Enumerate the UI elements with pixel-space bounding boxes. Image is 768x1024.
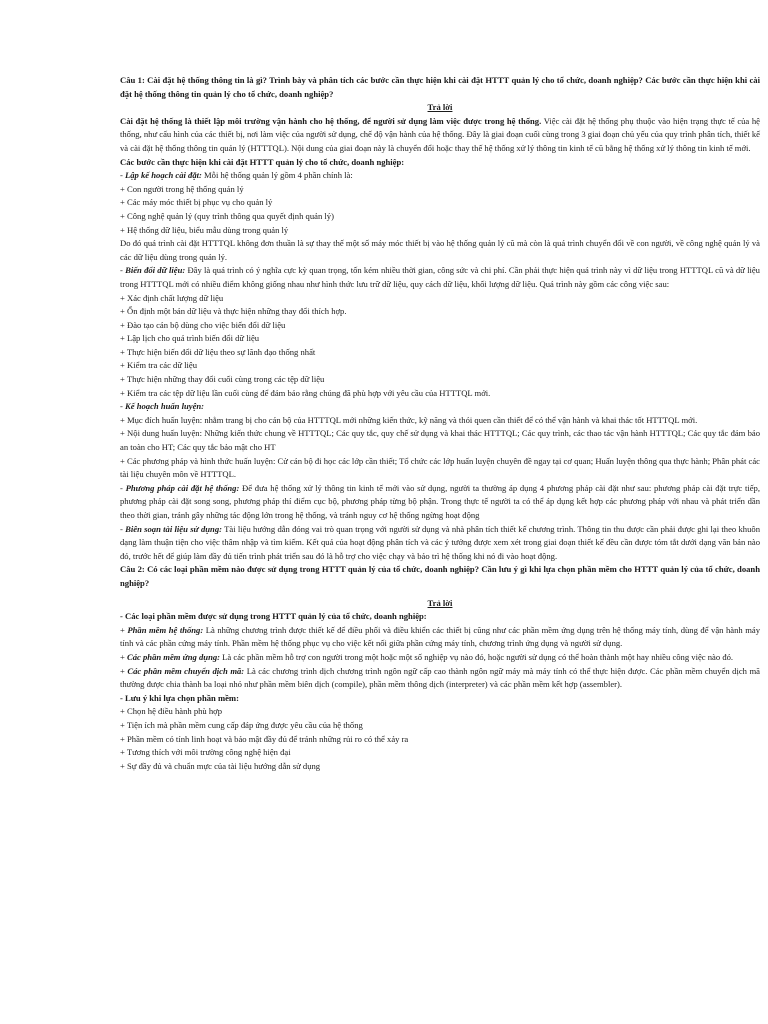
- step-3-label: Kế hoạch huấn luyện:: [125, 401, 205, 412]
- type-2-paragraph: + Các phần mềm ứng dụng: Là các phần mềm hỗ trợ con người trong một hoặc một số nghiệp vụ nào đó, hoặc người sử dụng có thể hoàn thành một hay nhiều công việc nào đó.: [120, 651, 734, 662]
- step-1-list: [120, 183, 760, 237]
- step-1-label: Lập kế hoạch cài đặt:: [125, 170, 202, 181]
- list-item: + Phần mềm có tính linh hoạt và bảo mật đầy đủ để tránh những rủi ro có thể xảy ra: [120, 733, 409, 744]
- document-body: [120, 74, 760, 773]
- list-item: + Thực hiện những thay đổi cuối cùng trong các tệp dữ liệu: [120, 374, 325, 385]
- list-item: + Kiểm tra các tệp dữ liệu lần cuối cùng để đảm bảo rằng chúng đã phù hợp với yêu cầu của HTTTQL mới.: [120, 387, 491, 398]
- list-item: + Tương thích với môi trường công nghệ hiện đại: [120, 747, 291, 758]
- step-2-list: [120, 292, 760, 401]
- type-3-label: Các phần mềm chuyển dịch mã:: [127, 665, 245, 676]
- notes-heading: - Lưu ý khi lựa chọn phần mềm:: [120, 692, 239, 703]
- list-item: + Lập lịch cho quá trình biến đổi dữ liệu: [120, 333, 260, 344]
- list-item: + Hệ thống dữ liệu, biểu mẫu dùng trong quản lý: [120, 224, 289, 235]
- list-item: + Nội dung huấn luyện: Những kiến thức chung về HTTTQL; Các quy tắc, quy chế sử dụng và khai thác HTTTQL; Các quy trình, các thao tác vận hành HTTTQL; Các quy tắc đảm bảo an toàn cho HT; Các quy tắc bảo mật cho HT: [120, 428, 760, 453]
- definition-bold: Cài đặt hệ thống là thiết lập môi trường vận hành cho hệ thống, để người sử dụng làm việc được trong hệ thống.: [120, 115, 542, 126]
- answer-label-1: Trả lời: [427, 102, 453, 113]
- list-item: + Chọn hệ điều hành phù hợp: [120, 706, 223, 717]
- list-item: + Các máy móc thiết bị phục vụ cho quản lý: [120, 197, 273, 208]
- question-2: Câu 2: Có các loại phần mềm nào được sử dụng trong HTTT quản lý của tổ chức, doanh nghiệp? Cần lưu ý gì khi lựa chọn phần mềm cho HTTT quản lý của tổ chức, doanh nghiệp?: [120, 564, 760, 588]
- step-1-after: Do đó quá trình cài đặt HTTTQL không đơn thuần là sự thay thế một số máy móc thiết bị vào hệ thống quản lý cũ mà còn là quá trình chuyển đổi về con người, về công nghệ quản lý và các dữ liệu dùng trong quản lý.: [120, 238, 760, 262]
- list-item: + Ổn định một bản dữ liệu và thực hiện những thay đổi thích hợp.: [120, 306, 347, 317]
- step-3-list: [120, 414, 760, 482]
- list-item: + Mục đích huấn luyện: nhằm trang bị cho cán bộ của HTTTQL mới những kiến thức, kỹ năng và thói quen cần thiết để có thể vận hành và khai thác tốt HTTTQL mới.: [120, 414, 698, 425]
- notes-list: [120, 705, 760, 773]
- type-1-label: Phần mềm hệ thống:: [127, 624, 204, 635]
- step-2-text: Đây là quá trình có ý nghĩa cực kỳ quan trọng, tốn kém nhiều thời gian, công sức và chi phí. Cần phải thực hiện quá trình này vì dữ liệu trong HTTTQL cũ và dữ liệu trong HTTTQL mới có nhiều điểm không giống nhau như hình thức lưu trữ dữ liệu, quy cách dữ liệu, khối lượng dữ liệu. Quá trình này gồm các công việc sau:: [120, 265, 760, 289]
- list-item: + Sự đầy đủ và chuẩn mực của tài liệu hướng dẫn sử dụng: [120, 760, 321, 771]
- type-1-paragraph: + Phần mềm hệ thống: Là những chương trình được thiết kế để điều phối và điều khiển các thiết bị cũng như các phần mềm ứng dụng trên hệ thống máy tính, dùng để vận hành máy tính và các phần cứng máy tính. Phần mềm hệ thống phục vụ cho việc kết nối giữa phần cứng máy tính, chương trình ứng dụng và người sử dụng.: [120, 624, 760, 649]
- step-4-paragraph: - Phương pháp cài đặt hệ thống: Để đưa hệ thống xử lý thông tin kinh tế mới vào sử dụng, người ta thường áp dụng 4 phương pháp cài đặt như sau: phương pháp cài đặt trực tiếp, phương pháp cài đặt song song, phương pháp thí điểm cục bộ, phương pháp từng bộ phận. Trong thực tế người ta có thể áp dụng kết hợp các phương pháp với nhau và phát triển dần theo thời gian, tránh gây những tác động lớn trong hệ thống, và tránh nguy cơ hệ thống ngừng hoạt động: [120, 482, 761, 520]
- question-1: Câu 1: Cài đặt hệ thống thông tin là gì? Trình bày và phân tích các bước cần thực hiện khi cài đặt HTTT quản lý cho tổ chức, doanh nghiệp? Các bước cần thực hiện khi cài đặt hệ thống thông tin quản lý cho tổ chức, doanh nghiệp?: [120, 75, 760, 99]
- list-item: + Thực hiện biến đổi dữ liệu theo sự lãnh đạo thống nhất: [120, 346, 316, 357]
- step-4-text: Để đưa hệ thống xử lý thông tin kinh tế mới vào sử dụng, người ta thường áp dụng 4 phương pháp cài đặt như sau: phương pháp cài đặt trực tiếp, phương pháp cài đặt song song, phương pháp thí điểm cục bộ, phương pháp từng bộ phận. Trong thực tế người ta có thể áp dụng kết hợp các phương pháp với nhau và phát triển dần theo thời gian, tránh gây những tác động lớn trong hệ thống, và tránh nguy cơ hệ thống ngừng hoạt động: [120, 482, 761, 520]
- software-types-heading: - Các loại phần mềm được sử dụng trong HTTT quản lý của tổ chức, doanh nghiệp:: [120, 611, 427, 622]
- step-3-paragraph: - Kế hoạch huấn luyện:: [120, 401, 205, 412]
- list-item: + Đào tạo cán bộ dùng cho việc biến đổi dữ liệu: [120, 319, 286, 330]
- step-5-text: Tài liệu hướng dẫn đóng vai trò quan trọng với người sử dụng và nhà phân tích thiết kế chương trình. Thông tin thu được cần phải được ghi lại theo khuôn dạng làm thuận tiện cho việc thâm nhập và tìm kiếm. Kết quả của hoạt động phân tích và các ý tưởng được xem xét trong giai đoạn thiết kế đều cần được tóm tắt dưới dạng văn bản nào đó, trước hết để giúp làm đầy đủ tiến trình phát triển sau đó là hỗ trợ cho việc chạy và bảo trì hệ thống khi nó đi vào hoạt động.: [120, 523, 760, 561]
- type-1-text: Là những chương trình được thiết kế để điều phối và điều khiển các thiết bị cũng như các phần mềm ứng dụng trên hệ thống máy tính, dùng để vận hành máy tính và các phần cứng máy tính. Phần mềm hệ thống phục vụ cho việc kết nối giữa phần cứng máy tính, chương trình ứng dụng và người sử dụng.: [120, 624, 760, 649]
- step-2-paragraph: - Biến đổi dữ liệu: Đây là quá trình có ý nghĩa cực kỳ quan trọng, tốn kém nhiều thời gian, công sức và chi phí. Cần phải thực hiện quá trình này vì dữ liệu trong HTTTQL cũ và dữ liệu trong HTTTQL mới có nhiều điểm không giống nhau như hình thức lưu trữ dữ liệu, quy cách dữ liệu, khối lượng dữ liệu. Quá trình này gồm các công việc sau:: [120, 265, 760, 289]
- list-item: + Công nghệ quản lý (quy trình thông qua quyết định quản lý): [120, 210, 334, 221]
- type-2-text: Là các phần mềm hỗ trợ con người trong một hoặc một số nghiệp vụ nào đó, hoặc người sử dụng có thể hoàn thành một hay nhiều công việc nào đó.: [220, 651, 734, 662]
- step-2-label: Biến đổi dữ liệu:: [125, 265, 186, 276]
- definition-text: Việc cài đặt hệ thống phụ thuộc vào hiện trạng thực tế của hệ thống, như cấu hình của các thiết bị, nơi làm việc của người sử dụng, chế độ vận hành của hệ thống. Đây là giai đoạn cuối cùng trong 3 giai đoạn chủ yếu của quy trình phân tích, thiết kế và cài đặt hệ thống thông tin quản lý (HTTTQL). Nội dung của giai đoạn này là chuyển đổi hoặc thay thế hệ thống xử lý thông tin kinh tế cũ bằng hệ thống xử lý thông tin kinh tế mới.: [120, 115, 760, 153]
- step-1-paragraph: - Lập kế hoạch cài đặt: Mỗi hệ thống quản lý gồm 4 phần chính là:: [120, 170, 353, 181]
- list-item: + Tiện ích mà phần mềm cung cấp đáp ứng được yêu cầu của hệ thống: [120, 719, 363, 730]
- type-2-label: Các phần mềm ứng dụng:: [127, 651, 221, 662]
- list-item: + Xác định chất lượng dữ liệu: [120, 292, 224, 303]
- step-5-paragraph: - Biên soạn tài liệu sử dụng: Tài liệu hướng dẫn đóng vai trò quan trọng với người sử dụng và nhà phân tích thiết kế chương trình. Thông tin thu được cần phải được ghi lại theo khuôn dạng làm thuận tiện cho việc thâm nhập và tìm kiếm. Kết quả của hoạt động phân tích và các ý tưởng được xem xét trong giai đoạn thiết kế đều cần được tóm tắt dưới dạng văn bản nào đó, trước hết để giúp làm đầy đủ tiến trình phát triển sau đó là hỗ trợ cho việc chạy và bảo trì hệ thống khi nó đi vào hoạt động.: [120, 523, 760, 561]
- answer-label-2: Trả lời: [427, 597, 453, 608]
- steps-heading: Các bước cần thực hiện khi cài đặt HTTT quản lý cho tổ chức, doanh nghiệp:: [120, 156, 405, 167]
- step-4-label: Phương pháp cài đặt hệ thống:: [125, 482, 240, 493]
- list-item: + Kiểm tra các dữ liệu: [120, 360, 198, 371]
- step-5-label: Biên soạn tài liệu sử dụng:: [125, 523, 222, 534]
- list-item: + Con người trong hệ thống quản lý: [120, 183, 244, 194]
- definition-paragraph: [120, 115, 760, 156]
- step-1-text: Mỗi hệ thống quản lý gồm 4 phần chính là:: [201, 170, 353, 181]
- type-3-text: Là các chương trình dịch chương trình ngôn ngữ cấp cao thành ngôn ngữ máy mà máy tính có thể thực hiện được. Các phần mềm chuyển dịch mã thường được chia thành ba loại nhỏ như phần mềm biên dịch (compile), phần mềm thông dịch (interpreter) và các phần mềm kết hợp (assembler).: [120, 665, 760, 690]
- list-item: + Các phương pháp và hình thức huấn luyện: Cử cán bộ đi học các lớp cần thiết; Tổ chức các lớp huấn luyện chuyên đề ngay tại cơ quan; Huấn luyện thông qua thực hành; Phân phát các tài liệu chuyên môn về HTTTQL.: [120, 455, 760, 480]
- type-3-paragraph: + Các phần mềm chuyển dịch mã: Là các chương trình dịch chương trình ngôn ngữ cấp cao thành ngôn ngữ máy mà máy tính có thể thực hiện được. Các phần mềm chuyển dịch mã thường được chia thành ba loại nhỏ như phần mềm biên dịch (compile), phần mềm thông dịch (interpreter) và các phần mềm kết hợp (assembler).: [120, 665, 760, 690]
